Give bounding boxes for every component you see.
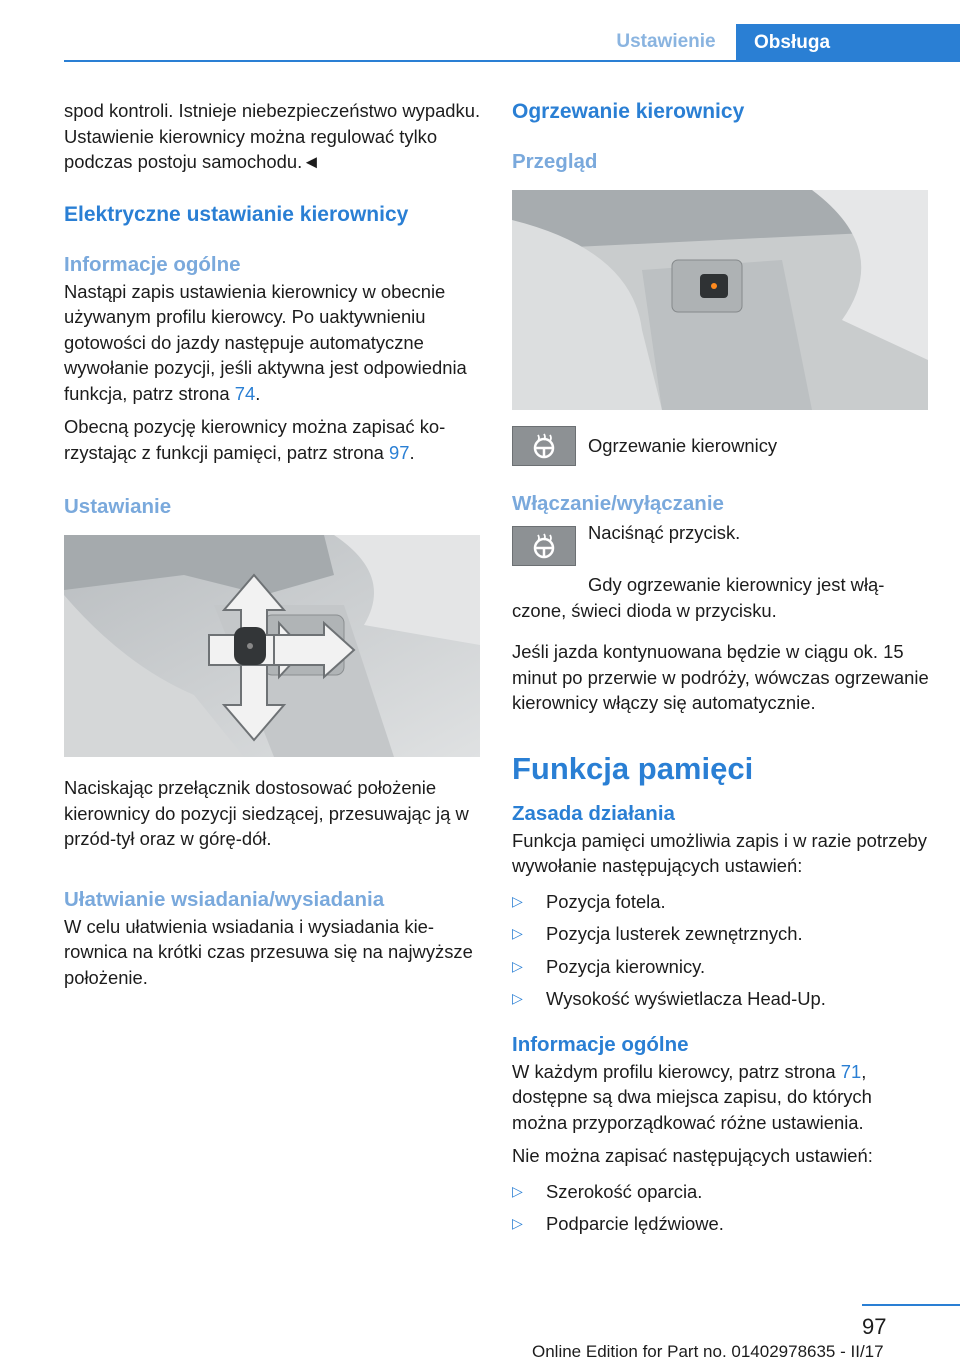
header-rule [64,60,960,62]
list-item: ▷ Pozycja lusterek zewnętrznych. [512,921,930,947]
heading-general-info: Informacje ogólne [64,252,241,276]
heading-overview: Przegląd [512,150,598,173]
bullet-triangle-icon: ▷ [512,990,523,1006]
paragraph-profiles: W każdym profilu kierowcy, patrz strona 71, dostępne są dwa miejsca zapisu, do których można przyporządkować różne ustawienia. [512,1060,872,1133]
steering-adjust-photo [64,535,480,757]
bullet-triangle-icon: ▷ [512,957,523,974]
bullet-triangle-icon: ▷ [512,925,523,941]
header-tab[interactable]: Obsługa [736,24,960,61]
heading-easy-entry: Ułatwianie wsiadania/wysiadania [64,887,385,911]
heading-memory-function: Funkcja pamięci [512,750,754,786]
paragraph-adjust-switch: Naciskając przełącznik dostosować położenie kierownicy do pozycji siedzącej, przesuwając ją w przód-tył oraz w górę-dół. [64,777,469,849]
list-item: ▷ Wysokość wyświetlacza Head-Up. [512,986,930,1012]
heading-steering-heating: Ogrzewanie kierownicy [512,100,745,123]
page-link-71[interactable]: 71 [840,1060,862,1082]
steering-heating-icon [512,426,576,466]
heading-electric-adjust: Elektryczne ustawianie kierownicy [64,202,409,226]
heating-button-icon [512,526,576,566]
paragraph-not-saved: Nie można zapisać następujących ustawień: [512,1145,873,1166]
list-item: ▷ Pozycja fotela. [512,889,930,915]
memory-settings-list [512,889,930,1012]
heading-adjusting: Ustawianie [64,495,172,518]
header-section: Ustawienie [616,31,716,52]
paragraph-auto-on: Jeśli jazda kontynuowana będzie w ciągu ok. 15 minut po przerwie w podróży, wówczas ogrzewanie kierownicy włączy się automatycznie. [512,641,929,713]
edition-note: Online Edition for Part no. 01402978635 - II/17 [532,1342,884,1361]
bullet-triangle-icon: ▷ [512,1182,523,1199]
not-saved-list [512,1179,930,1237]
paragraph-profile: Nastąpi zapis ustawienia kierownicy w obecnie używanym profilu kierowcy. Po uaktywnieniu gotowości do jazdy następuje automatyczne wywołanie pozycji, jeśli aktywna jest odpowiednia funkcja, patrz strona 74. [64,280,467,404]
on-off-step: Naciśnąć przycisk. [588,522,741,543]
footer-rule [862,1304,960,1306]
list-item: ▷ Podparcie lędźwiowe. [512,1211,930,1237]
paragraph-easy-entry: W celu ułatwienia wsiadania i wysiadania kierownica na krótki czas przesuwa się na najwyższe położenie. [64,915,473,988]
paragraph-memory-principle: Funkcja pamięci umożliwia zapis i w razie potrzeby wywołanie następujących ustawień: [512,829,927,876]
steering-heating-photo [512,190,928,410]
heating-icon-label: Ogrzewanie kierownicy [588,435,778,456]
on-off-led-note: Gdy ogrzewanie kierownicy jest włączone, świeci dioda w przycisku. [512,574,885,621]
bullet-triangle-icon: ▷ [512,1215,523,1231]
page-link-74[interactable]: 74 [234,382,256,404]
list-item: ▷ Pozycja kierownicy. [512,954,930,980]
heating-icon-row [512,426,930,466]
heading-general-info-2: Informacje ogólne [512,1032,689,1056]
heading-on-off: Włączanie/wyłączanie [512,492,724,515]
page-link-97[interactable]: 97 [389,441,410,463]
paragraph-memory: Obecną pozycję kierownicy można zapisać korzystając z funkcji pamięci, patrz strona 97. [64,416,446,463]
intro-text: spod kontroli. Istnieje niebezpieczeństwo wypadku. Ustawienie kierownicy można regulować tylko podczas postoju samochodu.◄ [64,100,481,172]
left-column [64,98,482,990]
page-number: 97 [862,1314,887,1339]
bullet-triangle-icon: ▷ [512,892,523,909]
right-column [512,98,930,1244]
list-item: ▷ Szerokość oparcia. [512,1179,930,1205]
heading-principle: Zasada działania [512,801,675,825]
